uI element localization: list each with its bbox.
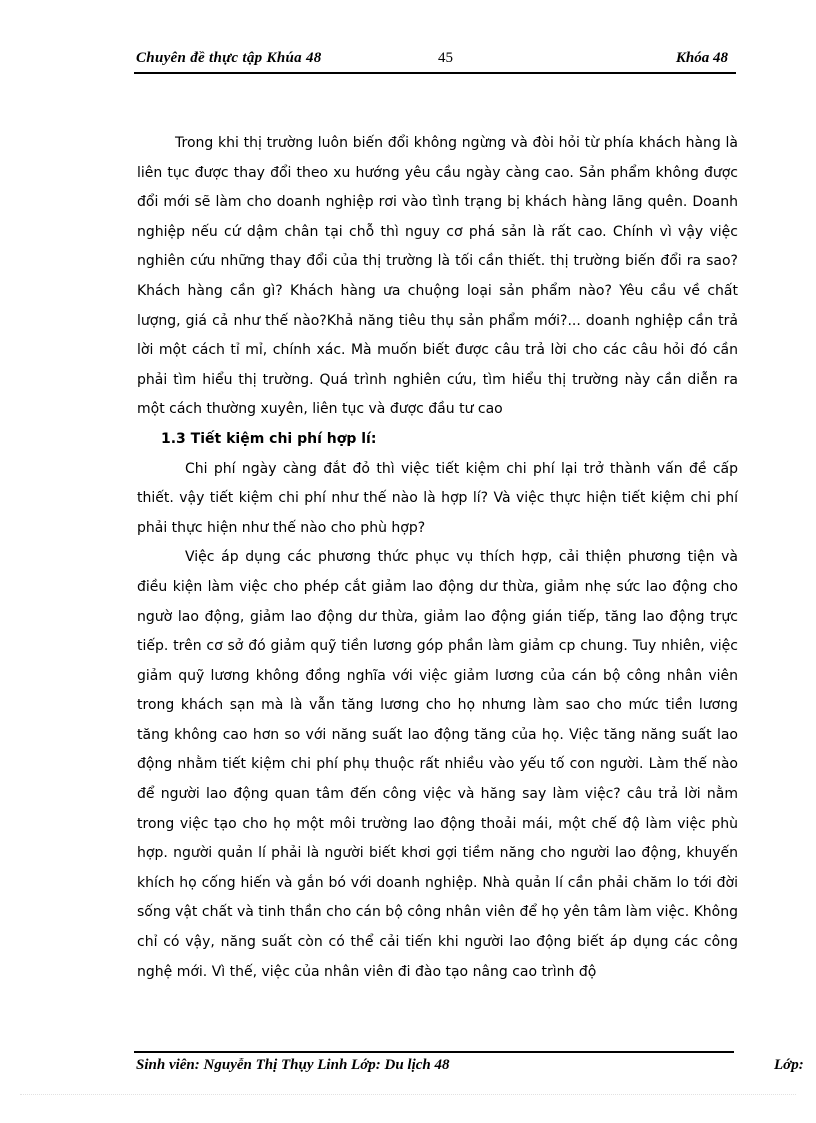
header-course: Khóa 48	[675, 50, 728, 66]
page-number: 45	[438, 50, 453, 66]
paragraph-cost-saving: Chi phí ngày càng đắt đỏ thì việc tiết kiệm chi phí lại trở thành vấn đề cấp thiết. vậy tiết kiệm chi phí như thế nào là hợp lí? Và việc thực hiện tiết kiệm chi phí phải thực hiện như thế nào cho phù hợp?	[137, 460, 738, 536]
page-body	[137, 129, 738, 987]
header-title: Chuyên đề thực tập Khúa 48	[136, 50, 322, 66]
page-bottom-border	[20, 1094, 796, 1095]
footer-student: Sinh viên: Nguyễn Thị Thụy Linh Lớp: Du lịch 48	[136, 1057, 450, 1073]
paragraph-market-research: Trong khi thị trường luôn biến đổi không ngừng và đòi hỏi từ phía khách hàng là liên tục được thay đổi theo xu hướng yêu cầu ngày càng cao. Sản phẩm không được đổi mới sẽ làm cho doanh nghiệp rơi vào tình trạng bị khách hàng lãng quên. Doanh nghiệp nếu cứ dậm chân tại chỗ thì nguy cơ phá sản là rất cao. Chính vì vậy việc nghiên cứu những thay đổi của thị trường là tối cần thiết. thị trường biến đổi ra sao? Khách hàng cần gì? Khách hàng ưa chuộng loại sản phẩm nào? Yêu cầu về chất lượng, giá cả như thế nào?Khả năng tiêu thụ sản phẩm mới?... doanh nghiệp cần trả lời một cách tỉ mỉ, chính xác. Mà muốn biết được câu trả lời cho các câu hỏi đó cần phải tìm hiểu thị trường. Quá trình nghiên cứu, tìm hiểu thị trường này cần diễn ra một cách thường xuyên, liên tục và được đầu tư cao	[137, 135, 738, 418]
paragraph-labour-productivity: Việc áp dụng các phương thức phục vụ thích hợp, cải thiện phương tiện và điều kiện làm việc cho phép cắt giảm lao động dư thừa, giảm nhẹ sức lao động cho ngườ lao động, giảm lao động dư thừa, giảm lao động gián tiếp, tăng lao động trực tiếp. trên cơ sở đó giảm quỹ tiền lương góp phần làm giảm cp chung. Tuy nhiên, việc giảm quỹ lương không đồng nghĩa với việc giảm lương của cán bộ công nhân viên trong khách sạn mà là vẫn tăng lương cho họ nhưng làm sao cho mức tiền lương tăng không cao hơn so với năng suất lao động tăng của họ. Việc tăng năng suất lao động nhằm tiết kiệm chi phí phụ thuộc rất nhiều vào yếu tố con người. Làm thế nào để người lao động quan tâm đến công việc và hăng say làm việc? câu trả lời nằm trong việc tạo cho họ một môi trường lao động thoải mái, một chế độ làm việc phù hợp. người quản lí phải là người biết khơi gợi tiềm năng cho người lao động, khuyến khích họ cống hiến và gắn bó với doanh nghiệp. Nhà quản lí cần phải chăm lo tới đời sống vật chất và tinh thần cho cán bộ công nhân viên để họ yên tâm làm việc. Không chỉ có vậy, năng suất còn có thể cải tiến khi người lao động biết áp dụng các công nghệ mới. Vì thế, việc của nhân viên đi đào tạo nâng cao trình độ	[137, 549, 738, 980]
footer-class: Lớp:	[774, 1057, 804, 1073]
footer-divider	[134, 1051, 734, 1053]
page-header	[134, 48, 736, 74]
section-heading: 1.3 Tiết kiệm chi phí hợp lí:	[161, 430, 377, 447]
